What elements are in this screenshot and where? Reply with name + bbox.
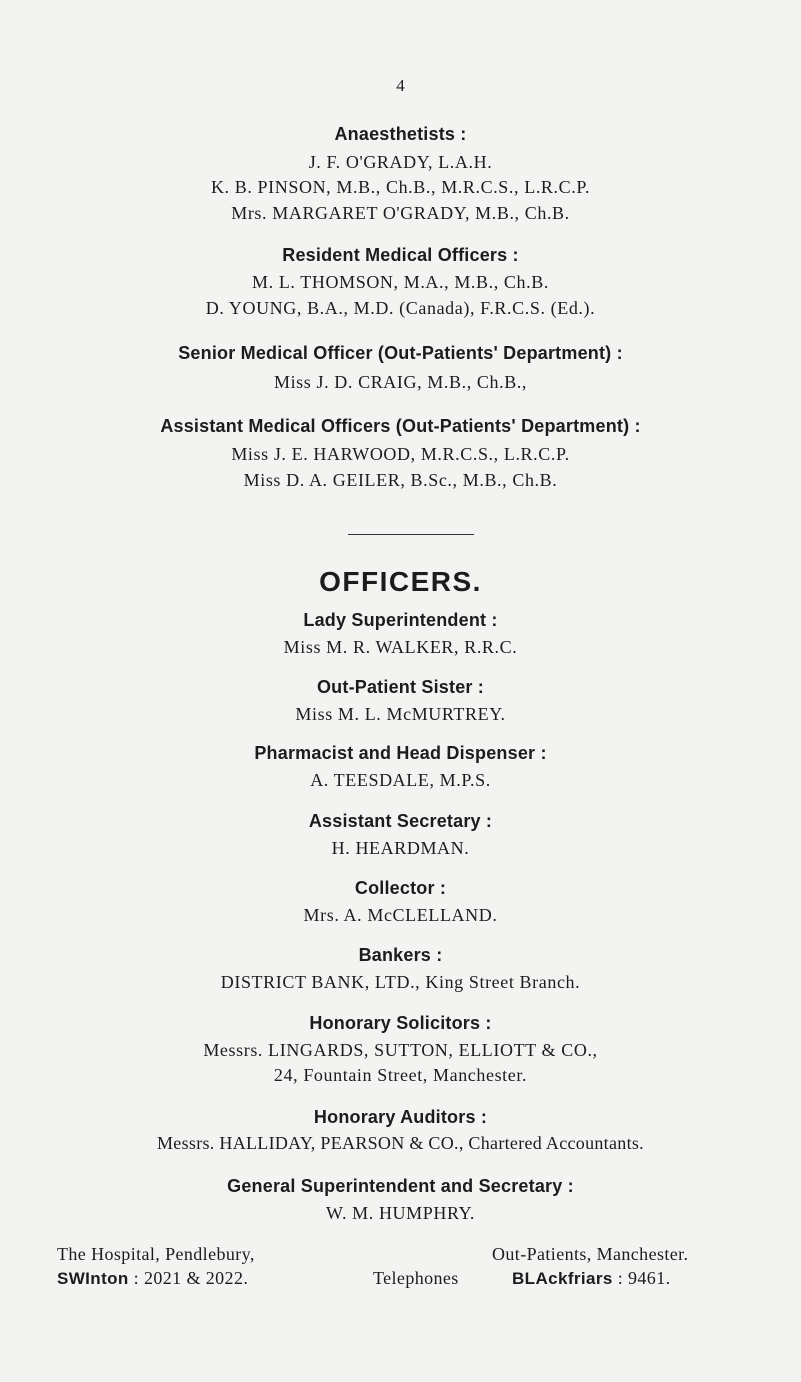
lady-superintendent-entry: Miss M. R. WALKER, R.R.C.	[283, 637, 518, 657]
assistant-medical-officers-heading: Assistant Medical Officers (Out-Patients' Department) :	[160, 416, 641, 436]
resident-officer-entry: M. L. THOMSON, M.A., M.B., Ch.B.	[252, 272, 549, 292]
footer-telephones-label: Telephones	[373, 1268, 459, 1288]
collector-entry: Mrs. A. McCLELLAND.	[303, 905, 498, 925]
senior-officer-entry: Miss J. D. CRAIG, M.B., Ch.B.,	[273, 372, 528, 392]
assistant-officer-entry: Miss J. E. HARWOOD, M.R.C.S., L.R.C.P.	[231, 444, 570, 464]
assistant-officer-entry: Miss D. A. GEILER, B.Sc., M.B., Ch.B.	[243, 470, 558, 490]
footer-hospital-phone	[57, 1268, 248, 1289]
senior-medical-officer-heading: Senior Medical Officer (Out-Patients' Department) :	[178, 343, 623, 363]
assistant-secretary-heading: Assistant Secretary :	[308, 811, 493, 831]
footer-outpatients-numbers: : 9461.	[617, 1268, 671, 1288]
section-divider	[348, 534, 474, 535]
general-superintendent-heading: General Superintendent and Secretary :	[227, 1176, 574, 1196]
footer-outpatients-phone	[512, 1268, 671, 1289]
bankers-heading: Bankers :	[358, 945, 443, 965]
general-superintendent-entry: W. M. HUMPHRY.	[326, 1203, 475, 1223]
footer-outpatients-address: Out-Patients, Manchester.	[492, 1244, 689, 1264]
resident-medical-officers-heading: Resident Medical Officers :	[282, 245, 519, 265]
solicitors-entry: Messrs. LINGARDS, SUTTON, ELLIOTT & CO.,	[203, 1040, 598, 1060]
lady-superintendent-heading: Lady Superintendent :	[303, 610, 498, 630]
bankers-entry: DISTRICT BANK, LTD., King Street Branch.	[220, 972, 581, 992]
anaesthetist-entry: Mrs. MARGARET O'GRADY, M.B., Ch.B.	[231, 203, 570, 223]
page-number: 4	[396, 76, 405, 95]
anaesthetist-entry: K. B. PINSON, M.B., Ch.B., M.R.C.S., L.R.C.P.	[210, 177, 591, 197]
auditors-heading: Honorary Auditors :	[313, 1107, 488, 1127]
pharmacist-heading: Pharmacist and Head Dispenser :	[254, 743, 547, 763]
collector-heading: Collector :	[354, 878, 447, 898]
outpatient-sister-heading: Out-Patient Sister :	[316, 677, 485, 697]
footer-hospital-numbers: : 2021 & 2022.	[133, 1268, 249, 1288]
solicitors-heading: Honorary Solicitors :	[309, 1013, 492, 1033]
footer-hospital-address: The Hospital, Pendlebury,	[57, 1244, 255, 1264]
solicitors-address: 24, Fountain Street, Manchester.	[273, 1065, 528, 1085]
anaesthetist-entry: J. F. O'GRADY, L.A.H.	[308, 152, 493, 172]
officers-title: OFFICERS.	[319, 566, 482, 597]
auditors-entry: Messrs. HALLIDAY, PEARSON & CO., Chartered Accountants.	[157, 1133, 644, 1153]
footer-hospital-exchange: SWInton	[57, 1269, 129, 1288]
footer-outpatients-exchange: BLAckfriars	[512, 1269, 613, 1288]
resident-officer-entry: D. YOUNG, B.A., M.D. (Canada), F.R.C.S. (Ed.).	[205, 298, 596, 318]
assistant-secretary-entry: H. HEARDMAN.	[331, 838, 470, 858]
outpatient-sister-entry: Miss M. L. McMURTREY.	[295, 704, 506, 724]
pharmacist-entry: A. TEESDALE, M.P.S.	[310, 770, 491, 790]
anaesthetists-heading: Anaesthetists :	[334, 124, 467, 144]
